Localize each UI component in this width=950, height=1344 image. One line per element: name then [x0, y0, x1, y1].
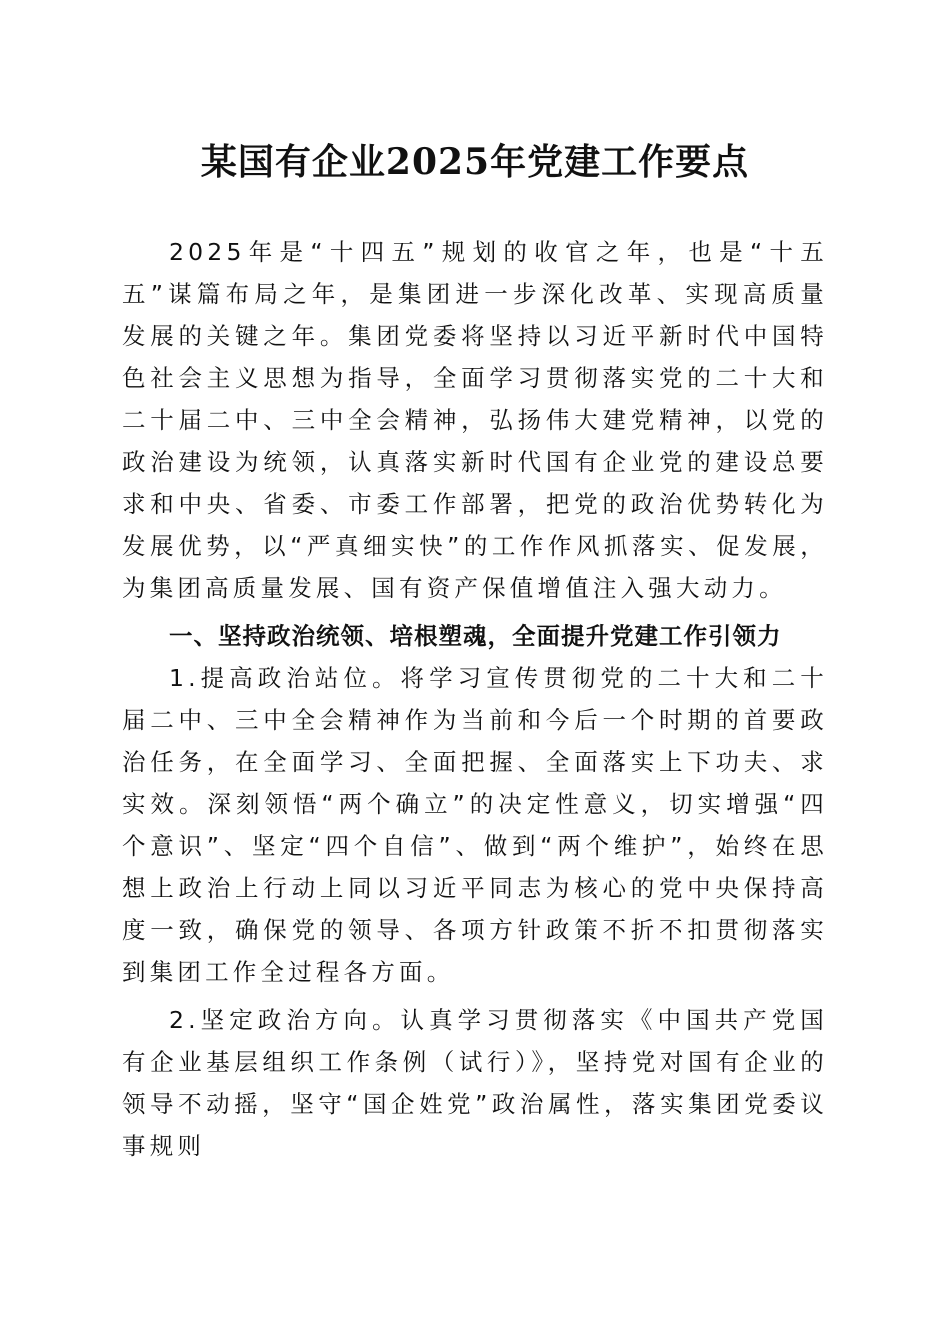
- intro-paragraph: 2025年是“十四五”规划的收官之年，也是“十五五”谋篇布局之年，是集团进一步深化改革、实现高质量发展的关键之年。集团党委将坚持以习近平新时代中国特色社会主义思想为指导，全面学习贯彻落实党的二十大和二十届二中、三中全会精神，弘扬伟大建党精神，以党的政治建设为统领，认真落实新时代国有企业党的建设总要求和中央、省委、市委工作部署，把党的政治优势转化为发展优势，以“严真细实快”的工作作风抓落实、促发展，为集团高质量发展、国有资产保值增值注入强大动力。: [122, 238, 828, 602]
- document-title: 某国有企业2025年党建工作要点: [200, 141, 750, 183]
- document-body: [122, 231, 828, 1167]
- item-paragraph-2: 2.坚定政治方向。认真学习贯彻落实《中国共产党国有企业基层组织工作条例（试行）》，坚持党对国有企业的领导不动摇，坚守“国企姓党”政治属性，落实集团党委议事规则: [122, 1006, 828, 1160]
- section-heading: 一、坚持政治统领、培根塑魂，全面提升党建工作引领力: [169, 622, 782, 650]
- item-paragraph-1: 1.提高政治站位。将学习宣传贯彻党的二十大和二十届二中、三中全会精神作为当前和今后一个时期的首要政治任务，在全面学习、全面把握、全面落实上下功夫、求实效。深刻领悟“两个确立”的决定性意义，切实增强“四个意识”、坚定“四个自信”、做到“两个维护”，始终在思想上政治上行动上同以习近平同志为核心的党中央保持高度一致，确保党的领导、各项方针政策不折不扣贯彻落实到集团工作全过程各方面。: [122, 664, 828, 986]
